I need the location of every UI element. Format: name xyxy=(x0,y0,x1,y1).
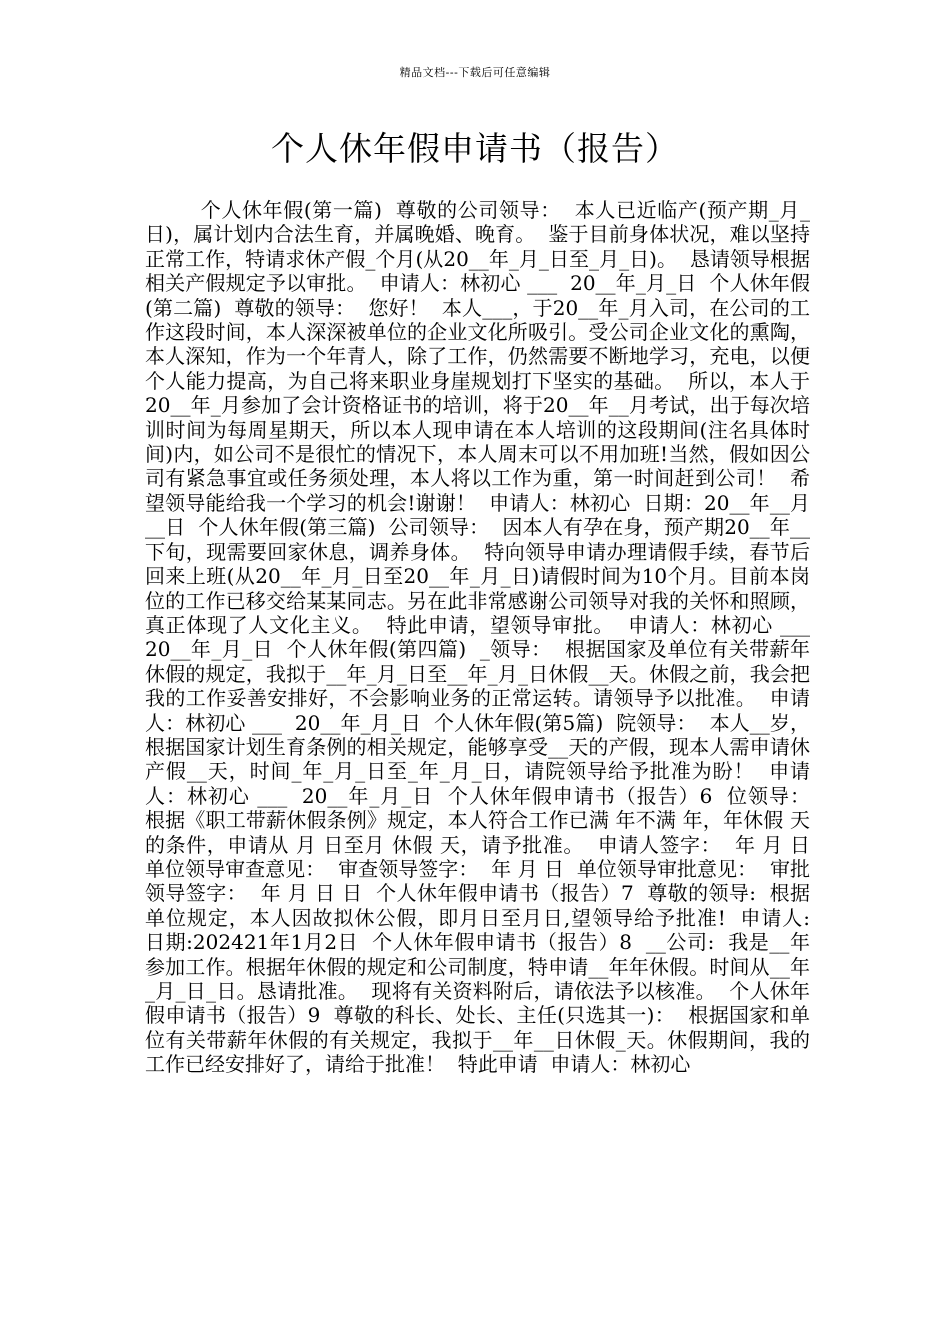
header-note: 精品文档---下载后可任意编辑 xyxy=(399,66,551,79)
document-body: 个人休年假(第一篇) 尊敬的公司领导： 本人已近临产(预产期_月_日)，属计划内合法生育，并属晚婚、晚育。 鉴于目前身体状况，难以坚持正常工作，特请求休产假_个月(从20__年_月_日至_月_日)。 恳请领导根据相关产假规定予以审批。 申请人：林初心 ___ 20__年_月_日 个人休年假(第二篇) 尊敬的领导： 您好！ 本人___，于20__年_月入司，在公司的工作这段时间，本人深深被单位的企业文化所吸引。受公司企业文化的熏陶，本人深知，作为一个年青人，除了工作，仍然需要不断地学习，充电，以便个人能力提高，为自己将来职业身崖规划打下坚实的基础。 所以，本人于20__年_月参加了会计资格证书的培训，将于20__年__月考试，出于每次培训时间为每周星期天，所以本人现申请在本人培训的这段期间(注名具体时间)内，如公司不是很忙的情况下，本人周末可以不用加班!当然，假如因公司有紧急事宜或任务须处理，本人将以工作为重，第一时间赶到公司！ 希望领导能给我一个学习的机会!谢谢！ 申请人：林初心 日期：20__年__月__日 个人休年假(第三篇) 公司领导： 因本人有孕在身，预产期20__年__下旬，现需要回家休息，调养身体。 特向领导申请办理请假手续，春节后回来上班(从20__年_月_日至20__年_月_日)请假时间为10个月。目前本岗位的工作已移交给某某同志。另在此非常感谢公司领导对我的关怀和照顾，真正体现了人文化主义。 特此申请，望领导审批。 申请人：林初心 ___ 20__年_月_日 个人休年假(第四篇) _领导： 根据国家及单位有关带薪年休假的规定，我拟于__年_月_日至__年_月_日休假__天。休假之前，我会把我的工作妥善安排好，不会影响业务的正常运转。请领导予以批准。 申请人：林初心 ___ 20__年_月_日 个人休年假(第5篇) 院领导： 本人__岁，根据国家计划生育条例的相关规定，能够享受__天的产假，现本人需申请休产假__天，时间_年_月_日至_年_月_日，请院领导给予批准为盼！ 申请人：林初心 ___ 20__年_月_日 个人休年假申请书（报告）6 位领导： 根据《职工带薪休假条例》规定，本人符合工作已满 年不满 年，年休假 天的条件，申请从 月 日至月 休假 天，请予批准。 申请人签字： 年 月 日 单位领导审查意见： 审查领导签字： 年 月 日 单位领导审批意见： 审批领导签字： 年 月 日 日 个人休年假申请书（报告）7 尊敬的领导: 根据单位规定，本人因故拟休公假，即月日至月日,望领导给予批准! 申请人: 日期:202421年1月2日 个人休年假申请书（报告）8 __公司: 我是__年参加工作。根据年休假的规定和公司制度，特申请__年年休假。时间从__年_月_日_日。恳请批准。 现将有关资料附后，请依法予以核准。 个人休年假申请书（报告）9 尊敬的科长、处长、主任(只选其一)： 根据国家和单位有关带薪年休假的有关规定，我拟于__年__日休假_天。休假期间，我的工作已经安排好了，请给于批准！ 特此申请 申请人：林初心 xyxy=(145,198,823,1077)
document-title: 个人休年假申请书（报告） xyxy=(271,129,679,168)
